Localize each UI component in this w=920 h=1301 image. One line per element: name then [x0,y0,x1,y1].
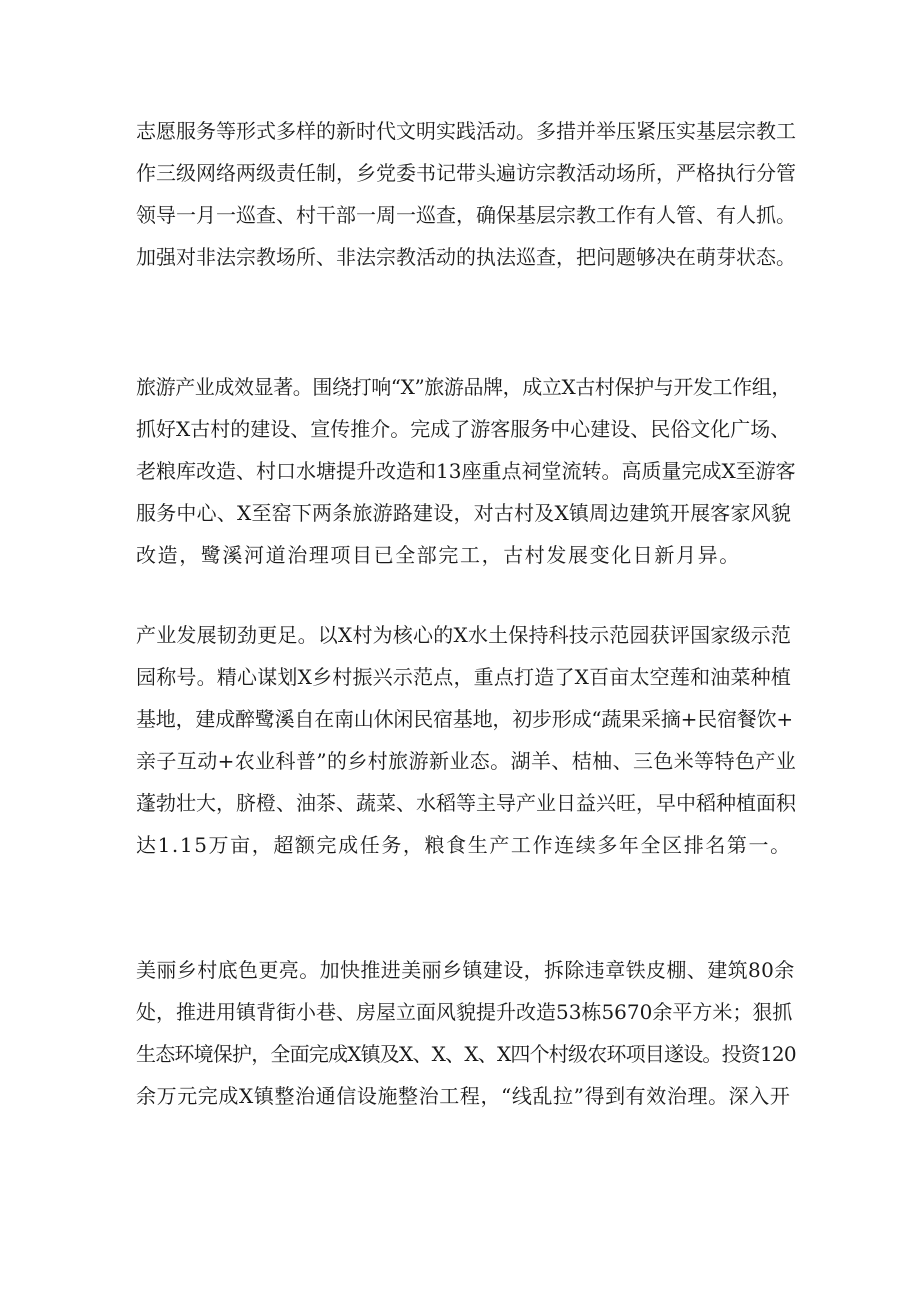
text-line: 服务中心、X至窑下两条旅游路建设，对古村及X镇周边建筑开展客家风貌 [136,501,792,525]
text-line: 作三级网络两级责任制，乡党委书记带头遍访宗教活动场所，严格执行分管 [136,161,796,185]
text-line: 蓬勃壮大，脐橙、油茶、蔬菜、水稻等主导产业日益兴旺，早中稻种植面积 [136,791,796,815]
text-line: 处，推进用镇背街小巷、房屋立面风貌提升改造53栋5670余平方米；狠抓 [136,1000,793,1024]
text-line: 美丽乡村底色更亮。加快推进美丽乡镇建设，拆除违章铁皮棚、建筑80余 [136,958,795,982]
text-line: 老粮库改造、村口水塘提升改造和13座重点祠堂流转。高质量完成X至游客 [136,459,796,483]
text-line: 旅游产业成效显著。围绕打响“X”旅游品牌，成立X古村保护与开发工作组， [136,375,791,399]
text-line: 余万元完成X镇整治通信设施整治工程，“线乱拉”得到有效治理。深入开 [136,1084,791,1108]
text-line: 生态环境保护，全面完成X镇及X、X、X、X四个村级农环项目遂设。投资120 [136,1042,796,1066]
text-line: 加强对非法宗教场所、非法宗教活动的执法巡查，把问题够决在萌芽状态。 [136,245,796,269]
text-line: 抓好X古村的建设、宣传推介。完成了游客服务中心建设、民俗文化广场、 [136,417,791,441]
text-line: 领导一月一巡查、村干部一周一巡查，确保基层宗教工作有人管、有人抓。 [136,203,796,227]
text-line: 改造，鹭溪河道治理项目已全部完工，古村发展变化日新月异。 [136,543,741,567]
text-line: 基地，建成醉鹭溪自在南山休闲民宿基地，初步形成“蔬果采摘+民宿餐饮+ [136,707,793,731]
text-line: 园称号。精心谋划X乡村振兴示范点，重点打造了X百亩太空莲和油菜种植 [136,665,792,689]
text-line: 达1.15万亩，超额完成任务，粮食生产工作连续多年全区排名第一。 [136,833,792,857]
text-line: 志愿服务等形式多样的新时代文明实践活动。多措并举压紧压实基层宗教工 [136,119,796,143]
text-line: 产业发展韧劲更足。以X村为核心的X水土保持科技示范园获评国家级示范 [136,623,792,647]
text-line: 亲子互动+农业科普”的乡村旅游新业态。湖羊、桔柚、三色米等特色产业 [136,749,797,773]
